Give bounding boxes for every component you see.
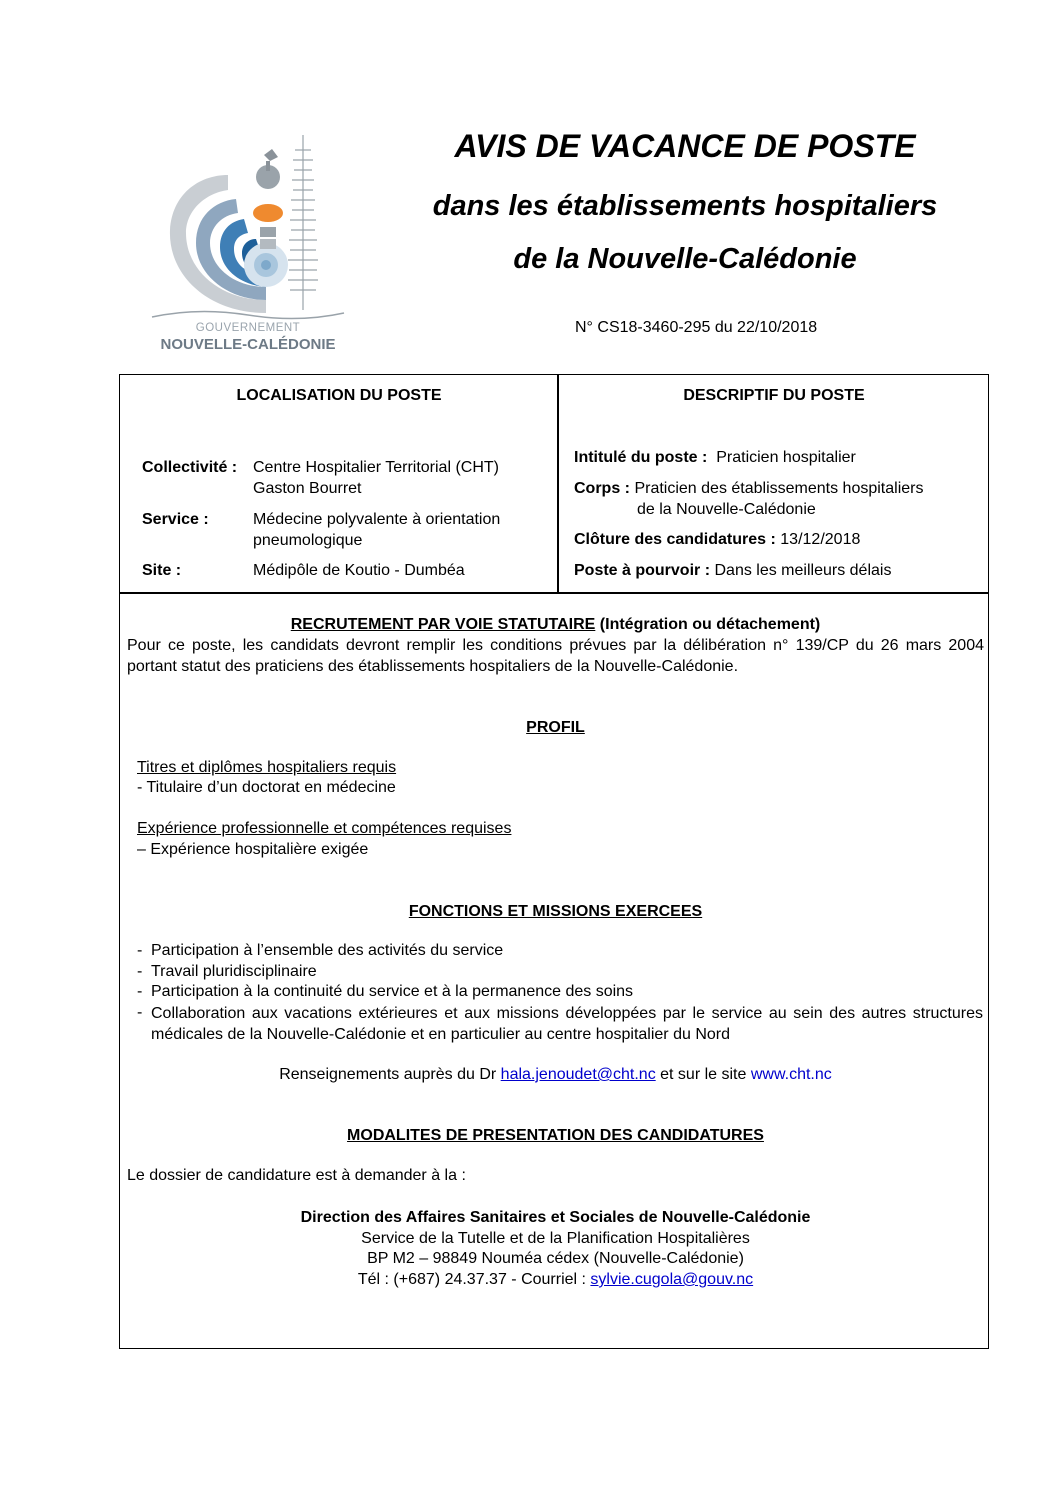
descriptif-heading: DESCRIPTIF DU POSTE: [683, 387, 865, 404]
fonction-bullet: -: [137, 963, 143, 980]
collectivite-label: Collectivité :: [142, 459, 238, 476]
page-title: AVIS DE VACANCE DE POSTE: [454, 128, 916, 164]
fonction-bullet: -: [137, 983, 143, 1000]
fleche-faitiere-icon: [253, 149, 283, 249]
service-value-1: Médecine polyvalente à orientation: [253, 511, 501, 528]
corps-label: Corps :: [574, 480, 630, 497]
modalites-service: Service de la Tutelle et de la Planification Hospitalières: [361, 1230, 750, 1247]
modalites-tel: Tél : (+687) 24.37.37 - Courriel :: [357, 1271, 586, 1288]
modalites-tel-row: [127, 1269, 984, 1290]
intitule-label: Intitulé du poste :: [574, 449, 708, 466]
titres-item: - Titulaire d’un doctorat en médecine: [137, 779, 396, 796]
logo-line1: GOUVERNEMENT: [195, 322, 301, 334]
corps-value-2: de la Nouvelle-Calédonie: [637, 501, 816, 518]
modalites-address: BP M2 – 98849 Nouméa cédex (Nouvelle-Calédonie): [367, 1250, 744, 1267]
cloture-row: [574, 530, 860, 550]
titres-heading: Titres et diplômes hospitaliers requis: [137, 759, 397, 776]
intitule-value: Praticien hospitalier: [716, 449, 856, 466]
experience-heading: Expérience professionnelle et compétences requises: [137, 820, 512, 837]
site-value: Médipôle de Koutio - Dumbéa: [253, 562, 465, 579]
modalites-org: Direction des Affaires Sanitaires et Sociales de Nouvelle-Calédonie: [300, 1209, 811, 1226]
localisation-heading: LOCALISATION DU POSTE: [236, 387, 442, 404]
section-divider: [119, 592, 989, 594]
content-frame: [119, 374, 989, 1349]
poste-value: Dans les meilleurs délais: [714, 562, 892, 579]
fonction-item-4: Collaboration aux vacations extérieures et aux missions développées par le service au sein des autres structures médicales de la Nouvelle-Calédonie et en particulier au centre hospitalier du Nord: [151, 1005, 983, 1043]
service-label: Service :: [142, 511, 209, 528]
poste-label: Poste à pourvoir :: [574, 562, 711, 579]
page-subtitle-1: dans les établissements hospitaliers: [432, 190, 938, 222]
modalites-heading: MODALITES DE PRESENTATION DES CANDIDATURES: [347, 1127, 764, 1144]
corps-value-1: Praticien des établissements hospitaliers: [634, 480, 924, 497]
contact-row: [127, 1064, 984, 1085]
cloture-value: 13/12/2018: [780, 531, 861, 548]
reference-number: N° CS18-3460-295 du 22/10/2018: [575, 319, 818, 336]
contact-site-link[interactable]: www.cht.nc: [750, 1066, 832, 1083]
site-label: Site :: [142, 562, 182, 579]
service-value-2: pneumologique: [253, 532, 363, 549]
contact-email-link[interactable]: hala.jenoudet@cht.nc: [500, 1066, 656, 1083]
modalites-intro: Le dossier de candidature est à demander à la :: [127, 1167, 466, 1184]
recrutement-heading-row: [127, 614, 984, 635]
fonctions-heading: FONCTIONS ET MISSIONS EXERCEES: [408, 903, 703, 920]
column-divider: [557, 374, 559, 592]
modalites-email-link[interactable]: sylvie.cugola@gouv.nc: [590, 1271, 754, 1288]
recrutement-heading: RECRUTEMENT PAR VOIE STATUTAIRE: [290, 616, 596, 633]
fonction-bullet: -: [137, 1004, 143, 1021]
contact-prefix: Renseignements auprès du Dr: [279, 1066, 497, 1083]
fonction-item-2: Travail pluridisciplinaire: [151, 963, 317, 980]
recrutement-heading-suffix: (Intégration ou détachement): [599, 616, 821, 633]
araucaria-pine-icon: [288, 135, 318, 310]
experience-item: – Expérience hospitalière exigée: [137, 841, 369, 858]
poste-row: [574, 561, 891, 581]
collectivite-value-1: Centre Hospitalier Territorial (CHT): [253, 459, 499, 476]
profil-heading: PROFIL: [526, 719, 585, 736]
fonction-item-3: Participation à la continuité du service et à la permanence des soins: [151, 983, 634, 1000]
corps-row: [574, 479, 923, 499]
cloture-label: Clôture des candidatures :: [574, 531, 776, 548]
fonction-bullet: -: [137, 942, 143, 959]
contact-middle: et sur le site: [660, 1066, 747, 1083]
collectivite-value-2: Gaston Bourret: [253, 480, 362, 497]
logo-line2: NOUVELLE-CALÉDONIE: [160, 336, 336, 353]
page-subtitle-2: de la Nouvelle-Calédonie: [513, 243, 857, 275]
intitule-row: [574, 448, 856, 468]
recrutement-text: Pour ce poste, les candidats devront remplir les conditions prévues par la délibération n° 139/CP du 26 mars 2004 portant statut des praticiens des établissements hospitaliers de la Nouvelle-Calédonie.: [127, 637, 984, 675]
fonction-item-1: Participation à l’ensemble des activités du service: [151, 942, 504, 959]
